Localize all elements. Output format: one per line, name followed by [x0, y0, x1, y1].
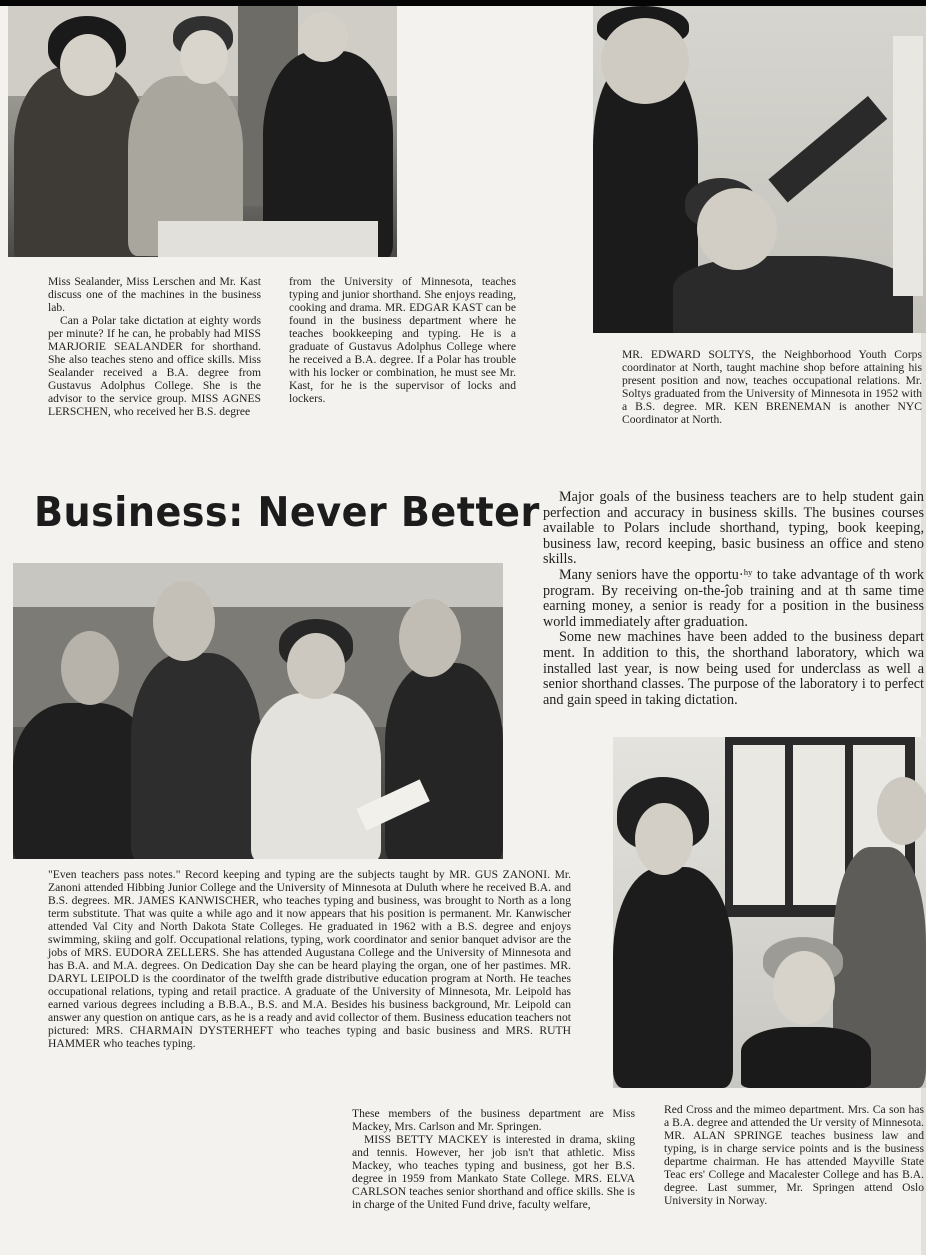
- caption-bottom-col1: [352, 1107, 635, 1211]
- photo-teachers-pass-notes: [13, 563, 503, 859]
- intro-paragraph: Some new machines have been added to the business depart ment. In addition to this, the shorthand laboratory, which wa installed last year, is now being used for underclass as well a senior shorthand classes. The purpose of the laboratory i to perfect and gain speed in taking dictation.: [543, 629, 924, 708]
- page-headline: Business: Never Better: [34, 488, 540, 536]
- intro-paragraph: Major goals of the business teachers are to help student gain perfection and accuracy in business skills. The busines courses available to Polars include shorthand, typing, book keeping, business law, record keeping, basic business an office and steno skills.: [543, 489, 924, 568]
- photo-soltys-breneman: [593, 6, 926, 333]
- caption-paragraph: "Even teachers pass notes." Record keeping and typing are the subjects taught by MR. GUS ZANONI. Mr. Zanoni attended Hibbing Junior College and the University of Minnesota at Duluth where he received B.A. and B.S. degrees. MR. JAMES KANWISCHER, who teaches typing and business, was brought to North as a long term substitute. That was quite a while ago and it now appears that his position is permanent. Mr. Kanwischer attended Val City and North Dakota State Colleges. He graduated in 1962 with a B.S. degree and enjoys swimming, skiing and golf. Occupational relations, typing, work coordinator and senior banquet advisor are the jobs of MRS. EUDORA ZELLERS. She has attended Augustana College and the University of Minnesota and has B.A. and M.A. degrees. On Dedication Day she can be heard playing the organ, one of her pastimes. MR. DARYL LEIPOLD is the coordinator of the twelfth grade distributive education program at North. He teaches occupational relations, typing and retail practice. A graduate of the University of Minnesota, Mr. Leipold has earned various degrees including a B.B.A., B.S. and M.A. Besides his business background, Mr. Leipold can answer any question on antique cars, as he is a ready and avid collector of them. Business education teachers not pictured: MRS. CHARMAIN DYSTERHEFT who teaches typing and basic business and MRS. RUTH HAMMER who teaches typing.: [48, 868, 571, 1050]
- photo-mackey-carlson-springen: [613, 737, 926, 1088]
- caption-paragraph: from the University of Minnesota, teaches typing and junior shorthand. She enjoys reading, cooking and drama. MR. EDGAR KAST can be found in the business department where he teaches bookkeeping and typing. He is a graduate of Gustavus Adolphus College where he received a B.A. degree. If a Polar has trouble with his locker or combination, he must see Mr. Kast, for he is the supervisor of locks and lockers.: [289, 275, 516, 405]
- caption-intro: Miss Sealander, Miss Lerschen and Mr. Kast discuss one of the machines in the business lab.: [48, 275, 261, 314]
- caption-top-left-col1: [48, 275, 261, 418]
- caption-paragraph: Can a Polar take dictation at eighty words per minute? If he can, he probably had MISS MARJORIE SEALANDER for shorthand. She also teaches steno and office skills. Miss Sealander received a B.A. degree from Gustavus Adolphus College. She is the advisor to the service group. MISS AGNES LERSCHEN, who received her B.S. degree: [48, 314, 261, 418]
- caption-top-left-col2: [289, 275, 516, 405]
- photo-teachers-business-lab: [8, 6, 397, 257]
- caption-paragraph: MISS BETTY MACKEY is interested in drama, skiing and tennis. However, her job isn't that athletic. Miss Mackey, who teaches typing and business, got her B.S. degree in 1959 from Mankato State College. MRS. ELVA CARLSON teaches senior shorthand and office skills. She is in charge of the United Fund drive, faculty welfare,: [352, 1133, 635, 1211]
- caption-intro: These members of the business department are Miss Mackey, Mrs. Carlson and Mr. Springen.: [352, 1107, 635, 1133]
- caption-bottom-col2: [664, 1103, 924, 1207]
- intro-paragraph: Many seniors have the opportu·ʰʸ to take advantage of th work program. By receiving on-the-ĵοb training and at th same time earning money, a senior is ready for a position in the business world immediately after graduation.: [543, 566, 924, 630]
- intro-text: [543, 490, 924, 708]
- caption-top-right: [622, 348, 922, 426]
- caption-paragraph: MR. EDWARD SOLTYS, the Neighborhood Youth Corps coordinator at North, taught machine shop before attaining his present position and now, teaches occupational relations. Mr. Soltys graduated from the University of Minnesota in 1952 with a B.S. degree. MR. KEN BRENEMAN is another NYC Coordinator at North.: [622, 348, 922, 426]
- caption-paragraph: Red Cross and the mimeo department. Mrs. Ca son has a B.A. degree and attended the Ur versity of Minnesota. MR. ALAN SPRINGE teaches business law and typing, is in charge service points and is the business departme chairman. He has attended Mayville State Teac ers' College and Macalester College and has B.A. degree. Last summer, Mr. Springen attend Oslo University in Norway.: [664, 1103, 924, 1207]
- caption-middle: [48, 868, 571, 1050]
